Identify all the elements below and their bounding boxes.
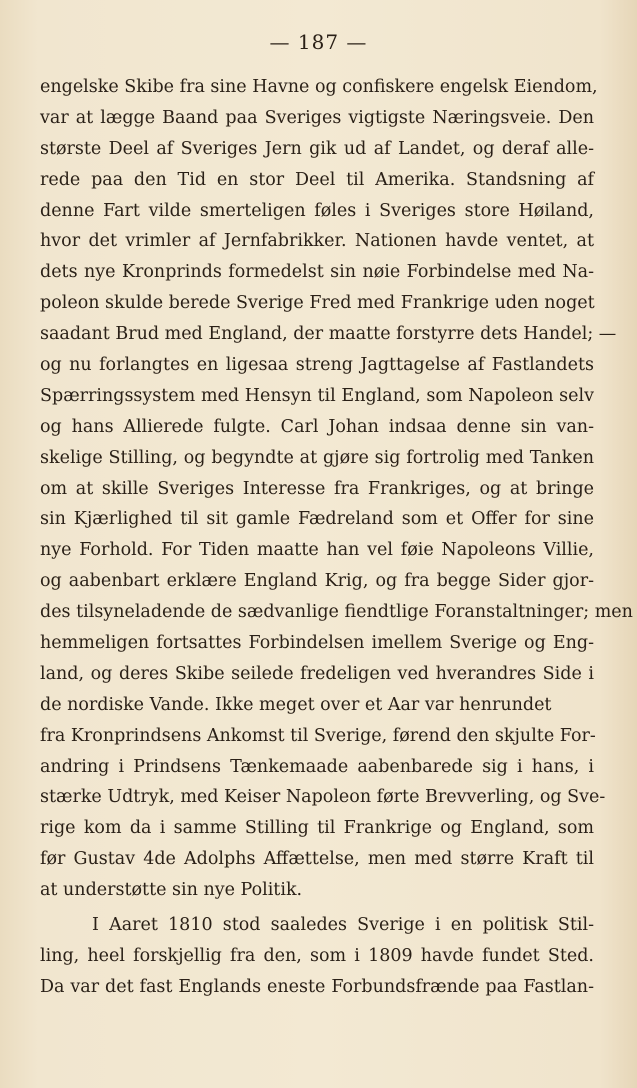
text-line: og aabenbart erklære England Krig, og fra begge Sider gjor-	[40, 571, 594, 592]
text-line: land, og deres Skibe seilede fredeligen ved hverandres Side i	[40, 663, 594, 684]
text-line: ling, heel forskjellig fra den, som i 1809 havde fundet Sted.	[40, 945, 594, 966]
text-line: fra Kronprindsens Ankomst til Sverige, førend den skjulte For-	[40, 725, 596, 746]
text-line: før Gustav 4de Adolphs Affættelse, men med større Kraft til	[40, 849, 594, 870]
page-number: — 187 —	[269, 30, 368, 54]
text-line: og nu forlangtes en ligesaa streng Jagttagelse af Fastlandets	[40, 355, 594, 376]
text-line: denne Fart vilde smerteligen føles i Sveriges store Høiland,	[40, 200, 594, 221]
text-line: Da var det fast Englands eneste Forbundsfrænde paa Fastlan-	[40, 976, 594, 997]
body-text	[40, 72, 633, 1003]
text-line: dets nye Kronprinds formedelst sin nøie Forbindelse med Na-	[40, 262, 594, 283]
text-line: des tilsyneladende de sædvanlige fiendtlige Foranstaltninger; men	[40, 602, 633, 623]
text-line: og hans Allierede fulgte. Carl Johan indsaa denne sin van-	[40, 416, 594, 437]
text-line: stærke Udtryk, med Keiser Napoleon førte Brevverling, og Sve-	[40, 787, 606, 808]
text-line: rede paa den Tid en stor Deel til Amerika. Standsning af	[40, 169, 594, 190]
text-line: hemmeligen fortsattes Forbindelsen imellem Sverige og Eng-	[40, 633, 594, 654]
text-line: hvor det vrimler af Jernfabrikker. Nationen havde ventet, at	[40, 231, 594, 252]
text-line: nye Forhold. For Tiden maatte han vel føie Napoleons Villie,	[40, 540, 594, 561]
text-line: sin Kjærlighed til sit gamle Fædreland som et Offer for sine	[40, 509, 594, 530]
text-line: de nordiske Vande. Ikke meget over et Aar var henrundet	[40, 694, 552, 715]
text-line: saadant Brud med England, der maatte forstyrre dets Handel; —	[40, 324, 617, 345]
text-line: engelske Skibe fra sine Havne og confiskere engelsk Eiendom,	[40, 77, 598, 97]
text-line: største Deel af Sveriges Jern gik ud af Landet, og deraf alle-	[40, 138, 594, 159]
text-line: at understøtte sin nye Politik.	[40, 880, 303, 901]
text-line: poleon skulde berede Sverige Fred med Frankrige uden noget	[40, 293, 595, 314]
text-line: Spærringssystem med Hensyn til England, som Napoleon selv	[40, 385, 594, 406]
text-line: om at skille Sveriges Interesse fra Frankriges, og at bringe	[40, 478, 594, 499]
text-line: var at lægge Baand paa Sveriges vigtigste Næringsveie. Den	[40, 107, 594, 128]
text-line: skelige Stilling, og begyndte at gjøre sig fortrolig med Tanken	[40, 447, 594, 468]
text-line: andring i Prindsens Tænkemaade aabenbarede sig i hans, i	[40, 756, 594, 777]
text-line: I Aaret 1810 stod saaledes Sverige i en politisk Stil-	[92, 915, 594, 936]
text-line: rige kom da i samme Stilling til Frankrige og England, som	[40, 818, 594, 839]
